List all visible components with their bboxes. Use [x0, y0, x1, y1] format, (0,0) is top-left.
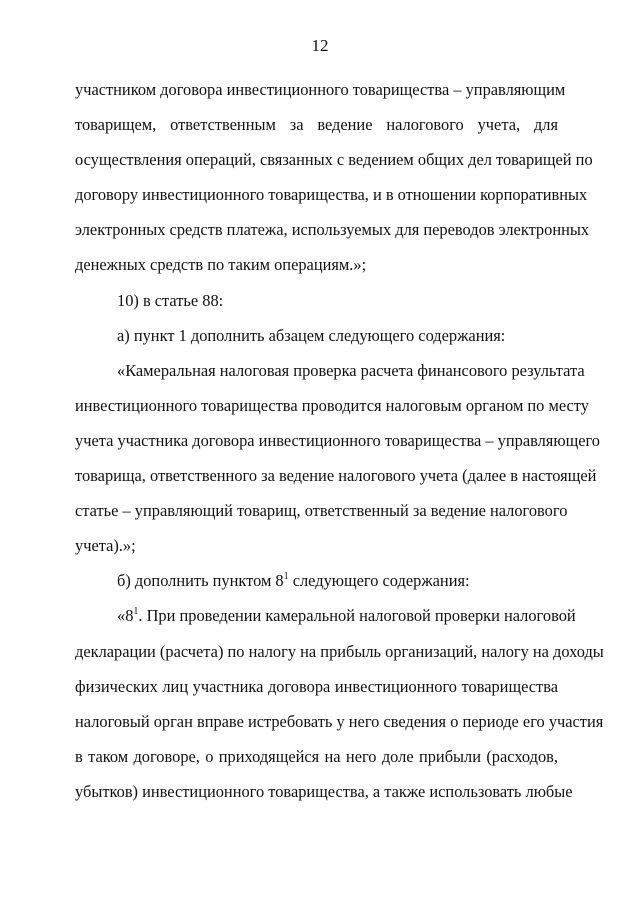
text-line: в таком договоре, о приходящейся на него доле прибыли (расходов, — [75, 746, 558, 766]
text-line — [75, 598, 576, 633]
text-line: осуществления операций, связанных с ведением общих дел товарищей по — [75, 150, 593, 170]
text-line: декларации (расчета) по налогу на прибыль организаций, налогу на доходы — [75, 641, 604, 661]
text-line: 10) в статье 88: — [117, 290, 224, 310]
text-line: убытков) инвестиционного товарищества, а также использовать любые — [75, 781, 573, 801]
text-line: товарища, ответственного за ведение налогового учета (далее в настоящей — [75, 466, 597, 486]
text-line: «Камеральная налоговая проверка расчета финансового результата — [117, 360, 585, 380]
superscript: 1 — [283, 571, 289, 583]
text-line: учета участника договора инвестиционного товарищества – управляющего — [75, 430, 600, 450]
text-segment: следующего содержания: — [288, 571, 470, 591]
text-line: договору инвестиционного товарищества, и в отношении корпоративных — [75, 185, 588, 205]
text-line: участником договора инвестиционного товарищества – управляющим — [75, 80, 566, 99]
text-line: инвестиционного товарищества проводится налоговым органом по месту — [75, 395, 589, 415]
text-line — [75, 563, 558, 598]
text-line: товарищем, ответственным за ведение налогового учета, для — [75, 115, 558, 135]
text-line: физических лиц участника договора инвестиционного товарищества — [75, 676, 558, 696]
superscript: 1 — [133, 606, 139, 618]
text-segment: б) дополнить пунктом 8 — [117, 571, 284, 591]
text-line: а) пункт 1 дополнить абзацем следующего содержания: — [117, 325, 506, 345]
text-line: учета).»; — [75, 536, 136, 556]
text-line: налоговый орган вправе истребовать у него сведения о периоде его участия — [75, 711, 604, 731]
text-line: электронных средств платежа, используемых для переводов электронных — [75, 220, 590, 240]
document-body — [75, 72, 604, 809]
text-line: денежных средств по таким операциям.»; — [75, 255, 367, 275]
text-line: статье – управляющий товарищ, ответственный за ведение налогового — [75, 501, 568, 521]
page-number: 12 — [311, 36, 329, 55]
text-segment: . При проведении камеральной налоговой проверки налоговой — [138, 606, 576, 626]
text-segment: «8 — [117, 606, 134, 626]
